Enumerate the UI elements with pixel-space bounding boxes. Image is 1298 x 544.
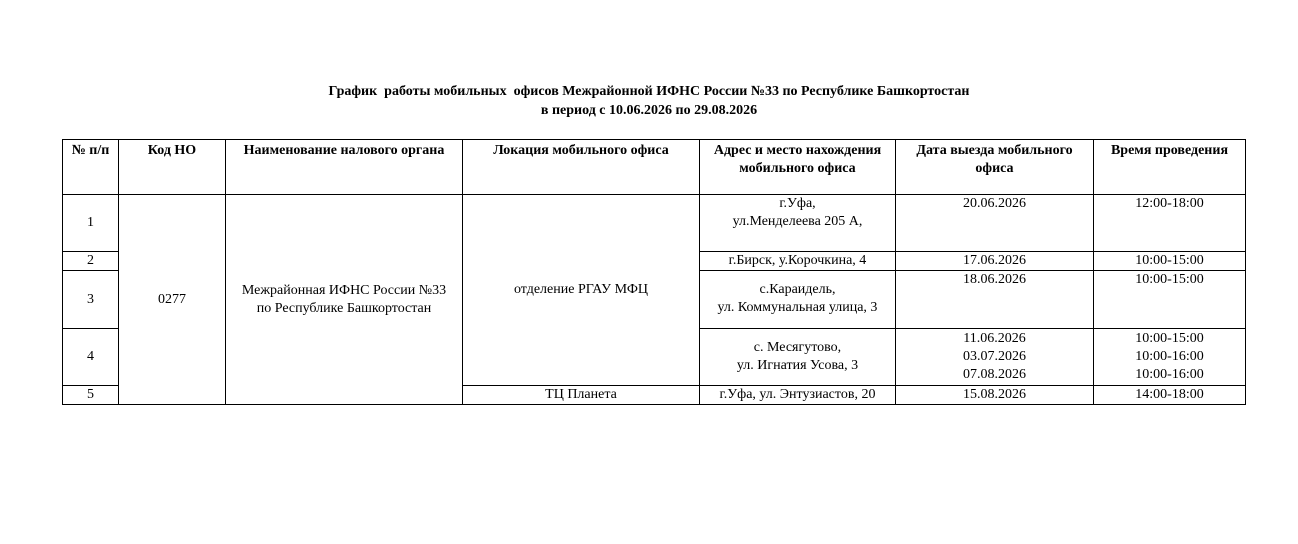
row-num: 3 [63, 271, 119, 329]
address-cell [700, 271, 896, 329]
location-cell: ТЦ Планета [463, 386, 700, 405]
header-code: Код НО [119, 140, 226, 195]
date-cell: 20.06.2026 [896, 195, 1094, 252]
header-name: Наименование налового органа [226, 140, 463, 195]
title-line-1: График работы мобильных офисов Межрайонной ИФНС России №33 по Республике Башкортостан [328, 84, 970, 99]
address-line-1: с. Месягутово, [753, 340, 842, 355]
time-line-2: 10:00-16:00 [1135, 349, 1204, 364]
address-line-2: ул. Коммунальная улица, 3 [717, 300, 878, 315]
time-cell: 14:00-18:00 [1094, 386, 1246, 405]
tax-office-name-line-1: Межрайонная ИФНС России №33 [241, 282, 447, 298]
time-line-3: 10:00-16:00 [1135, 367, 1204, 382]
address-cell: г.Уфа, ул. Энтузиастов, 20 [700, 386, 896, 405]
tax-office-name-line-2: по Республике Башкортостан [256, 300, 432, 316]
date-cell: 15.08.2026 [896, 386, 1094, 405]
time-cell: 12:00-18:00 [1094, 195, 1246, 252]
date-cell [896, 329, 1094, 386]
location-mfc: отделение РГАУ МФЦ [463, 195, 700, 386]
address-cell [700, 329, 896, 386]
header-location: Локация мобильного офиса [463, 140, 700, 195]
time-line-1: 10:00-15:00 [1135, 331, 1204, 346]
row-num: 2 [63, 252, 119, 271]
header-address: Адрес и место нахождения мобильного офиса [700, 140, 896, 195]
header-time: Время проведения [1094, 140, 1246, 195]
document-title [0, 82, 1298, 120]
date-line-1: 11.06.2026 [963, 331, 1026, 346]
row-num: 5 [63, 386, 119, 405]
address-line-2: ул.Менделеева 205 А, [732, 214, 863, 229]
date-cell: 18.06.2026 [896, 271, 1094, 329]
table-row [63, 195, 1246, 252]
date-line-2: 03.07.2026 [963, 349, 1026, 364]
address-line-2: ул. Игнатия Усова, 3 [736, 358, 859, 373]
time-cell: 10:00-15:00 [1094, 252, 1246, 271]
address-line-1: с.Караидель, [759, 282, 836, 297]
title-line-2: в период с 10.06.2026 по 29.08.2026 [540, 103, 758, 118]
address-cell: г.Бирск, у.Корочкина, 4 [700, 252, 896, 271]
row-num: 4 [63, 329, 119, 386]
tax-office-code: 0277 [119, 195, 226, 405]
address-cell [700, 195, 896, 252]
table-header-row [63, 140, 1246, 195]
header-date: Дата выезда мобильного офиса [896, 140, 1094, 195]
address-line-1: г.Уфа, [779, 196, 816, 211]
header-num: № п/п [63, 140, 119, 195]
schedule-table [62, 139, 1246, 405]
date-cell: 17.06.2026 [896, 252, 1094, 271]
time-cell [1094, 329, 1246, 386]
date-line-3: 07.08.2026 [963, 367, 1026, 382]
row-num: 1 [63, 195, 119, 252]
tax-office-name [226, 195, 463, 405]
time-cell: 10:00-15:00 [1094, 271, 1246, 329]
